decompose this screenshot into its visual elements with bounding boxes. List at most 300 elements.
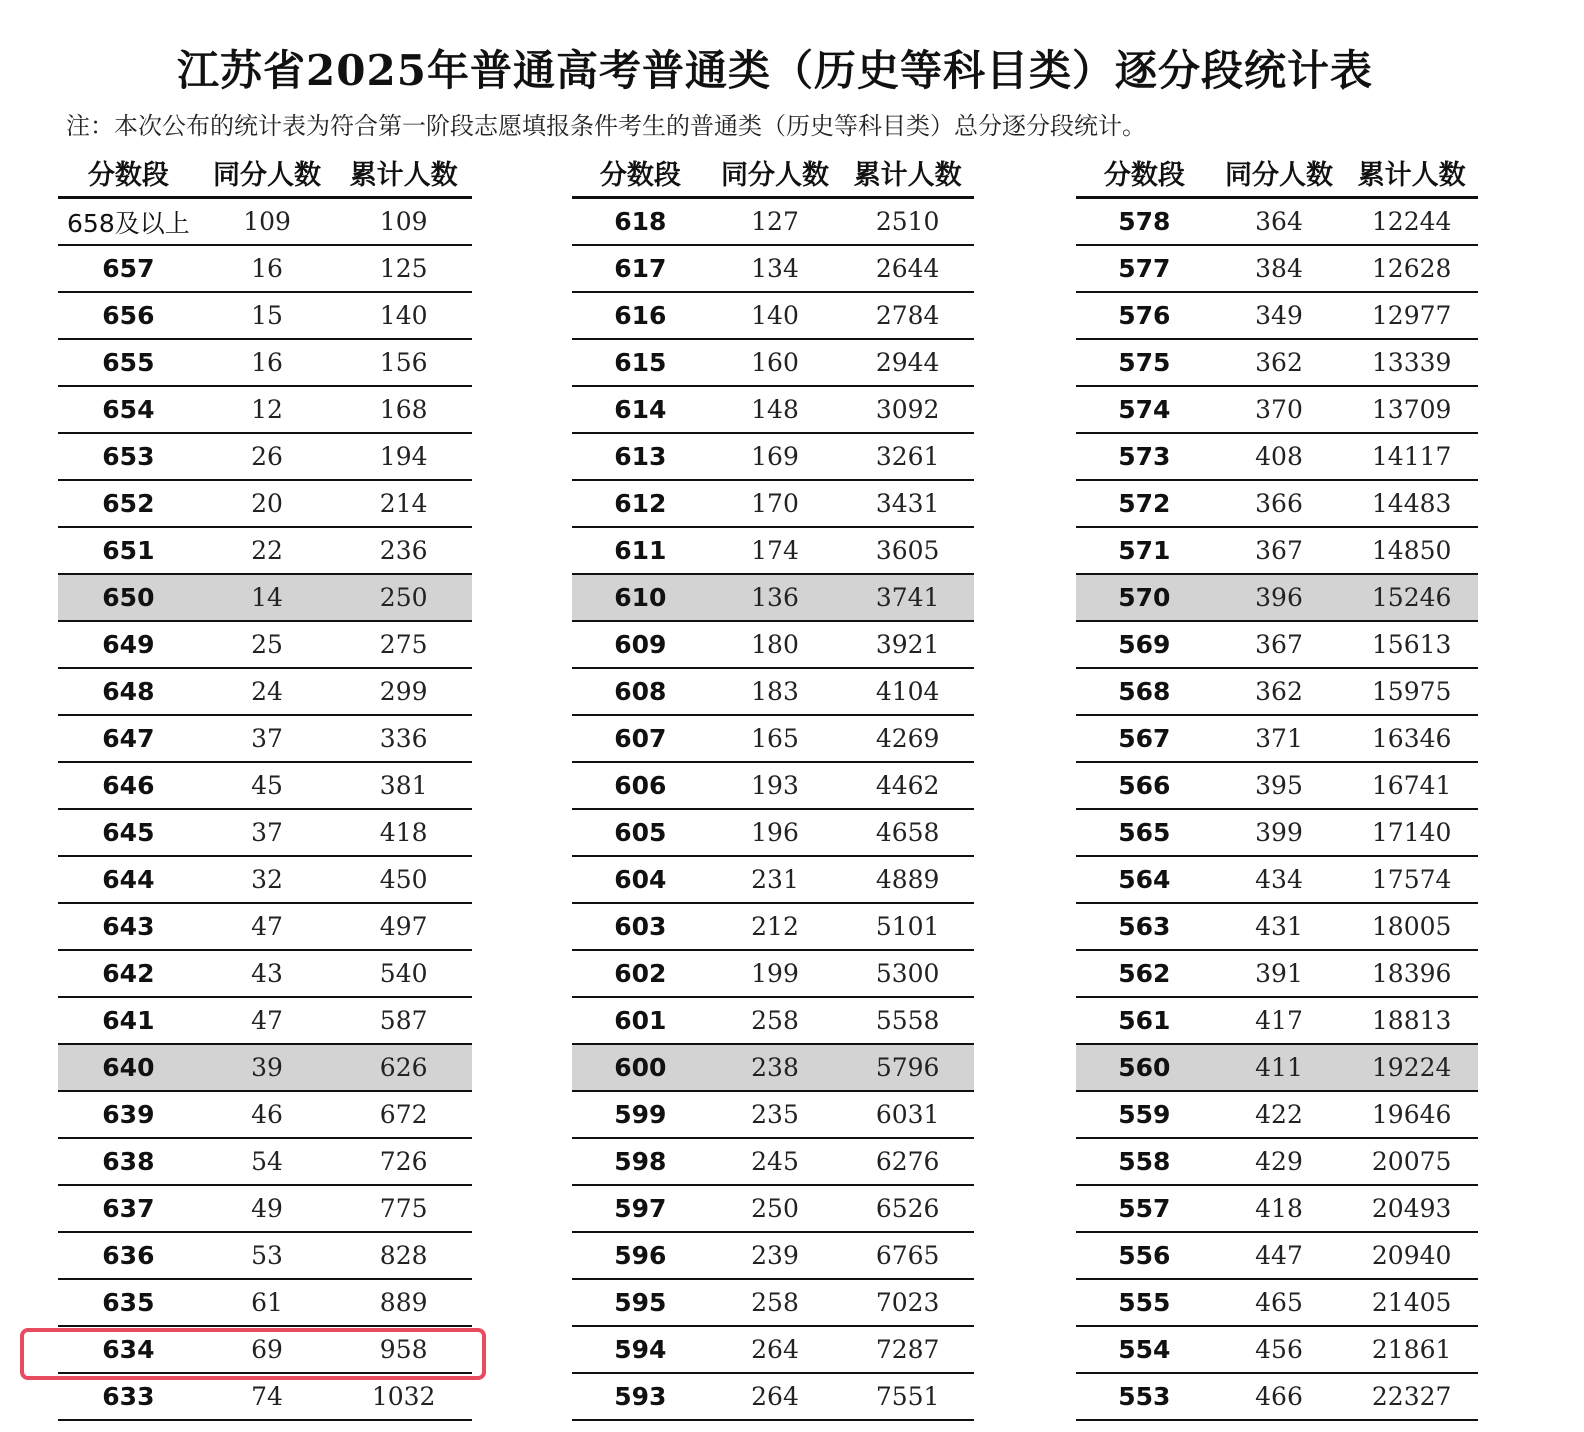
- table-row: [58, 1139, 472, 1186]
- total-cell: 889: [379, 1288, 428, 1317]
- score-cell: 564: [1118, 865, 1171, 894]
- score-cell: 578: [1118, 207, 1171, 236]
- total-cell: 3921: [875, 630, 940, 659]
- table-row: [572, 904, 974, 951]
- score-cell: 654: [102, 395, 155, 424]
- count-cell: 53: [251, 1241, 283, 1270]
- count-cell: 238: [751, 1053, 799, 1082]
- count-cell: 127: [751, 207, 799, 236]
- count-cell: 212: [751, 912, 799, 941]
- total-cell: 626: [379, 1053, 428, 1082]
- count-cell: 235: [751, 1100, 799, 1129]
- total-cell: 17574: [1371, 865, 1452, 894]
- count-cell: 43: [251, 959, 283, 988]
- count-cell: 136: [751, 583, 799, 612]
- score-cell: 635: [102, 1288, 155, 1317]
- table-row: [58, 1092, 472, 1139]
- score-cell: 616: [614, 301, 667, 330]
- table-row: [572, 1327, 974, 1374]
- score-cell: 571: [1118, 536, 1171, 565]
- table-row: [572, 998, 974, 1045]
- score-cell: 555: [1118, 1288, 1171, 1317]
- total-cell: 6765: [875, 1241, 940, 1270]
- count-cell: 170: [751, 489, 799, 518]
- table-row: [572, 951, 974, 998]
- count-cell: 134: [751, 254, 799, 283]
- total-cell: 1032: [371, 1382, 436, 1411]
- table-row: [1076, 293, 1478, 340]
- count-cell: 367: [1255, 630, 1303, 659]
- table-row: [58, 246, 472, 293]
- total-cell: 5558: [875, 1006, 940, 1035]
- count-cell: 16: [251, 348, 283, 377]
- table-row: [58, 1045, 472, 1092]
- table-row: [572, 434, 974, 481]
- table-row: [572, 1045, 974, 1092]
- total-cell: 20493: [1371, 1194, 1452, 1223]
- score-cell: 561: [1118, 1006, 1171, 1035]
- total-cell: 7287: [875, 1335, 940, 1364]
- total-cell: 14483: [1371, 489, 1452, 518]
- count-cell: 47: [251, 912, 283, 941]
- count-cell: 196: [751, 818, 799, 847]
- score-cell: 554: [1118, 1335, 1171, 1364]
- table-row: [58, 1374, 472, 1421]
- table-row: [572, 293, 974, 340]
- score-cell: 650: [102, 583, 155, 612]
- score-cell: 634: [102, 1335, 155, 1364]
- count-cell: 74: [251, 1382, 283, 1411]
- header-total: 累计人数: [1357, 159, 1466, 191]
- table-row: [572, 1280, 974, 1327]
- table-row: [1076, 1327, 1478, 1374]
- total-cell: 15975: [1371, 677, 1452, 706]
- table-row: [58, 1233, 472, 1280]
- table-row: [1076, 1280, 1478, 1327]
- count-cell: 193: [751, 771, 799, 800]
- table-row: [572, 575, 974, 622]
- count-cell: 367: [1255, 536, 1303, 565]
- header-score: 分数段: [87, 159, 169, 191]
- table-row: [572, 246, 974, 293]
- total-cell: 497: [379, 912, 428, 941]
- total-cell: 336: [379, 724, 428, 753]
- table-row: [572, 1374, 974, 1421]
- total-cell: 4104: [875, 677, 940, 706]
- count-cell: 140: [751, 301, 799, 330]
- count-cell: 399: [1255, 818, 1303, 847]
- total-cell: 5101: [875, 912, 940, 941]
- score-cell: 633: [102, 1382, 155, 1411]
- count-cell: 37: [251, 818, 283, 847]
- count-cell: 174: [751, 536, 799, 565]
- score-cell: 657: [102, 254, 155, 283]
- score-cell: 608: [614, 677, 667, 706]
- table-row: [1076, 669, 1478, 716]
- count-cell: 25: [251, 630, 283, 659]
- score-cell: 593: [614, 1382, 667, 1411]
- score-cell: 642: [102, 959, 155, 988]
- total-cell: 3092: [875, 395, 940, 424]
- total-cell: 15613: [1371, 630, 1452, 659]
- table-note: 注：本次公布的统计表为符合第一阶段志愿填报条件考生的普通类（历史等科目类）总分逐分段统计。: [66, 112, 1146, 140]
- page-title: 江苏省2025年普通高考普通类（历史等科目类）逐分段统计表: [177, 46, 1373, 95]
- score-cell: 576: [1118, 301, 1171, 330]
- total-cell: 21405: [1371, 1288, 1452, 1317]
- total-cell: 7551: [875, 1382, 940, 1411]
- count-cell: 46: [251, 1100, 283, 1129]
- total-cell: 958: [379, 1335, 428, 1364]
- total-cell: 14117: [1371, 442, 1452, 471]
- count-cell: 26: [251, 442, 283, 471]
- total-cell: 13339: [1371, 348, 1452, 377]
- score-cell: 563: [1118, 912, 1171, 941]
- count-cell: 183: [751, 677, 799, 706]
- score-cell: 618: [614, 207, 667, 236]
- count-cell: 165: [751, 724, 799, 753]
- table-body: [1076, 199, 1478, 1421]
- score-cell: 653: [102, 442, 155, 471]
- total-cell: 5796: [875, 1053, 940, 1082]
- count-cell: 431: [1255, 912, 1303, 941]
- count-cell: 14: [251, 583, 283, 612]
- score-cell: 599: [614, 1100, 667, 1129]
- table-row: [58, 951, 472, 998]
- table-row: [58, 575, 472, 622]
- count-cell: 148: [751, 395, 799, 424]
- table-row: [572, 387, 974, 434]
- table-row: [1076, 434, 1478, 481]
- count-cell: 45: [251, 771, 283, 800]
- score-cell: 652: [102, 489, 155, 518]
- table-row: [1076, 340, 1478, 387]
- count-cell: 395: [1255, 771, 1303, 800]
- total-cell: 18005: [1371, 912, 1452, 941]
- table-row: [1076, 1374, 1478, 1421]
- total-cell: 13709: [1371, 395, 1452, 424]
- total-cell: 275: [379, 630, 428, 659]
- score-cell: 640: [102, 1053, 155, 1082]
- score-cell: 603: [614, 912, 667, 941]
- table-row: [572, 622, 974, 669]
- score-cell: 611: [614, 536, 667, 565]
- score-table-3: [1076, 148, 1478, 1421]
- total-cell: 6276: [875, 1147, 940, 1176]
- total-cell: 450: [379, 865, 428, 894]
- score-cell: 646: [102, 771, 155, 800]
- total-cell: 16741: [1371, 771, 1452, 800]
- score-cell: 572: [1118, 489, 1171, 518]
- score-cell: 602: [614, 959, 667, 988]
- total-cell: 12628: [1371, 254, 1452, 283]
- count-cell: 231: [751, 865, 799, 894]
- total-cell: 418: [379, 818, 428, 847]
- table-row: [572, 1092, 974, 1139]
- table-row: [58, 1280, 472, 1327]
- table-row: [1076, 528, 1478, 575]
- count-cell: 362: [1255, 348, 1303, 377]
- count-cell: 465: [1255, 1288, 1303, 1317]
- count-cell: 366: [1255, 489, 1303, 518]
- score-cell: 614: [614, 395, 667, 424]
- count-cell: 15: [251, 301, 283, 330]
- total-cell: 20940: [1371, 1241, 1452, 1270]
- count-cell: 264: [751, 1382, 799, 1411]
- table-row: [572, 763, 974, 810]
- table-row: [58, 1186, 472, 1233]
- table-row: [572, 716, 974, 763]
- count-cell: 250: [751, 1194, 799, 1223]
- total-cell: 3431: [875, 489, 940, 518]
- count-cell: 54: [251, 1147, 283, 1176]
- count-cell: 417: [1255, 1006, 1303, 1035]
- table-body: [572, 199, 974, 1421]
- table-row: [1076, 1186, 1478, 1233]
- table-header: [58, 148, 472, 199]
- score-cell: 557: [1118, 1194, 1171, 1223]
- count-cell: 391: [1255, 959, 1303, 988]
- total-cell: 156: [379, 348, 428, 377]
- table-row: [572, 528, 974, 575]
- total-cell: 5300: [875, 959, 940, 988]
- score-cell: 636: [102, 1241, 155, 1270]
- score-cell: 607: [614, 724, 667, 753]
- count-cell: 349: [1255, 301, 1303, 330]
- table-row: [1076, 763, 1478, 810]
- count-cell: 16: [251, 254, 283, 283]
- total-cell: 3605: [875, 536, 940, 565]
- table-row: [1076, 904, 1478, 951]
- score-cell: 641: [102, 1006, 155, 1035]
- total-cell: 125: [379, 254, 428, 283]
- total-cell: 17140: [1371, 818, 1452, 847]
- count-cell: 24: [251, 677, 283, 706]
- total-cell: 672: [379, 1100, 428, 1129]
- table-row: [1076, 387, 1478, 434]
- total-cell: 587: [379, 1006, 428, 1035]
- total-cell: 4269: [875, 724, 940, 753]
- table-row: [58, 293, 472, 340]
- count-cell: 456: [1255, 1335, 1303, 1364]
- total-cell: 19646: [1371, 1100, 1452, 1129]
- score-cell: 595: [614, 1288, 667, 1317]
- table-row: [58, 528, 472, 575]
- score-table-1: [58, 148, 472, 1421]
- header-count: 同分人数: [213, 159, 322, 191]
- count-cell: 47: [251, 1006, 283, 1035]
- table-row: [58, 669, 472, 716]
- table-row: [572, 1139, 974, 1186]
- score-cell: 573: [1118, 442, 1171, 471]
- score-cell: 560: [1118, 1053, 1171, 1082]
- table-row: [1076, 716, 1478, 763]
- count-cell: 408: [1255, 442, 1303, 471]
- total-cell: 214: [379, 489, 428, 518]
- table-row: [1076, 575, 1478, 622]
- score-cell: 643: [102, 912, 155, 941]
- table-row: [572, 669, 974, 716]
- count-cell: 264: [751, 1335, 799, 1364]
- table-row: [58, 810, 472, 857]
- score-cell: 613: [614, 442, 667, 471]
- score-cell: 617: [614, 254, 667, 283]
- header-total: 累计人数: [349, 159, 458, 191]
- header-total: 累计人数: [853, 159, 962, 191]
- total-cell: 14850: [1371, 536, 1452, 565]
- score-cell: 655: [102, 348, 155, 377]
- score-cell: 556: [1118, 1241, 1171, 1270]
- total-cell: 2644: [875, 254, 940, 283]
- score-cell: 651: [102, 536, 155, 565]
- total-cell: 140: [379, 301, 428, 330]
- table-row: [572, 810, 974, 857]
- count-cell: 447: [1255, 1241, 1303, 1270]
- table-row: [1076, 998, 1478, 1045]
- score-cell: 645: [102, 818, 155, 847]
- score-cell: 568: [1118, 677, 1171, 706]
- total-cell: 2944: [875, 348, 940, 377]
- count-cell: 32: [251, 865, 283, 894]
- score-cell: 637: [102, 1194, 155, 1223]
- table-row: [58, 387, 472, 434]
- count-cell: 61: [251, 1288, 283, 1317]
- total-cell: 2784: [875, 301, 940, 330]
- total-cell: 194: [379, 442, 428, 471]
- count-cell: 160: [751, 348, 799, 377]
- total-cell: 540: [379, 959, 428, 988]
- count-cell: 362: [1255, 677, 1303, 706]
- count-cell: 49: [251, 1194, 283, 1223]
- score-cell: 558: [1118, 1147, 1171, 1176]
- table-row: [58, 199, 472, 246]
- count-cell: 69: [251, 1335, 283, 1364]
- score-cell: 644: [102, 865, 155, 894]
- table-header: [1076, 148, 1478, 199]
- total-cell: 250: [379, 583, 428, 612]
- score-cell: 649: [102, 630, 155, 659]
- score-cell: 594: [614, 1335, 667, 1364]
- total-cell: 2510: [875, 207, 940, 236]
- table-row: [1076, 246, 1478, 293]
- score-cell: 553: [1118, 1382, 1171, 1411]
- total-cell: 12244: [1371, 207, 1452, 236]
- table-row: [58, 340, 472, 387]
- count-cell: 199: [751, 959, 799, 988]
- count-cell: 109: [243, 207, 291, 236]
- score-cell: 615: [614, 348, 667, 377]
- header-score: 分数段: [1103, 159, 1185, 191]
- total-cell: 236: [379, 536, 428, 565]
- count-cell: 370: [1255, 395, 1303, 424]
- score-cell: 638: [102, 1147, 155, 1176]
- score-cell: 565: [1118, 818, 1171, 847]
- total-cell: 109: [379, 207, 428, 236]
- table-row: [572, 340, 974, 387]
- score-cell: 601: [614, 1006, 667, 1035]
- table-row: [572, 857, 974, 904]
- total-cell: 18396: [1371, 959, 1452, 988]
- count-cell: 258: [751, 1288, 799, 1317]
- total-cell: 22327: [1371, 1382, 1452, 1411]
- table-row: [58, 998, 472, 1045]
- total-cell: 21861: [1371, 1335, 1452, 1364]
- total-cell: 3261: [875, 442, 940, 471]
- score-table-2: [572, 148, 974, 1421]
- total-cell: 20075: [1371, 1147, 1452, 1176]
- count-cell: 434: [1255, 865, 1303, 894]
- count-cell: 371: [1255, 724, 1303, 753]
- table-row: [1076, 951, 1478, 998]
- score-cell: 570: [1118, 583, 1171, 612]
- score-cell: 575: [1118, 348, 1171, 377]
- count-cell: 384: [1255, 254, 1303, 283]
- score-cell: 639: [102, 1100, 155, 1129]
- total-cell: 6031: [875, 1100, 940, 1129]
- table-row: [58, 857, 472, 904]
- score-cell: 605: [614, 818, 667, 847]
- table-row: [58, 904, 472, 951]
- table-row: [1076, 1233, 1478, 1280]
- score-cell: 559: [1118, 1100, 1171, 1129]
- table-row: [1076, 481, 1478, 528]
- score-cell: 596: [614, 1241, 667, 1270]
- table-row: [572, 1186, 974, 1233]
- total-cell: 18813: [1371, 1006, 1452, 1035]
- table-row: [1076, 810, 1478, 857]
- score-cell: 567: [1118, 724, 1171, 753]
- total-cell: 828: [379, 1241, 428, 1270]
- table-row: [58, 481, 472, 528]
- table-row: [1076, 1045, 1478, 1092]
- score-cell: 574: [1118, 395, 1171, 424]
- total-cell: 381: [379, 771, 428, 800]
- total-cell: 16346: [1371, 724, 1452, 753]
- header-count: 同分人数: [1225, 159, 1333, 191]
- score-cell: 569: [1118, 630, 1171, 659]
- table-body: [58, 199, 472, 1421]
- table-row: [1076, 622, 1478, 669]
- table-row: [58, 434, 472, 481]
- count-cell: 12: [251, 395, 283, 424]
- score-cell: 604: [614, 865, 667, 894]
- score-cell: 658及以上: [67, 208, 190, 238]
- total-cell: 12977: [1371, 301, 1452, 330]
- total-cell: 4658: [875, 818, 940, 847]
- count-cell: 239: [751, 1241, 799, 1270]
- count-cell: 396: [1255, 583, 1303, 612]
- count-cell: 422: [1255, 1100, 1303, 1129]
- score-cell: 612: [614, 489, 667, 518]
- score-cell: 656: [102, 301, 155, 330]
- score-cell: 610: [614, 583, 667, 612]
- count-cell: 22: [251, 536, 283, 565]
- table-header: [572, 148, 974, 199]
- total-cell: 775: [379, 1194, 428, 1223]
- total-cell: 4462: [875, 771, 940, 800]
- count-cell: 169: [751, 442, 799, 471]
- total-cell: 726: [379, 1147, 428, 1176]
- table-row: [58, 716, 472, 763]
- score-cell: 597: [614, 1194, 667, 1223]
- score-cell: 648: [102, 677, 155, 706]
- total-cell: 168: [379, 395, 428, 424]
- count-cell: 37: [251, 724, 283, 753]
- table-row: [58, 622, 472, 669]
- score-cell: 566: [1118, 771, 1171, 800]
- score-cell: 598: [614, 1147, 667, 1176]
- count-cell: 258: [751, 1006, 799, 1035]
- total-cell: 15246: [1371, 583, 1452, 612]
